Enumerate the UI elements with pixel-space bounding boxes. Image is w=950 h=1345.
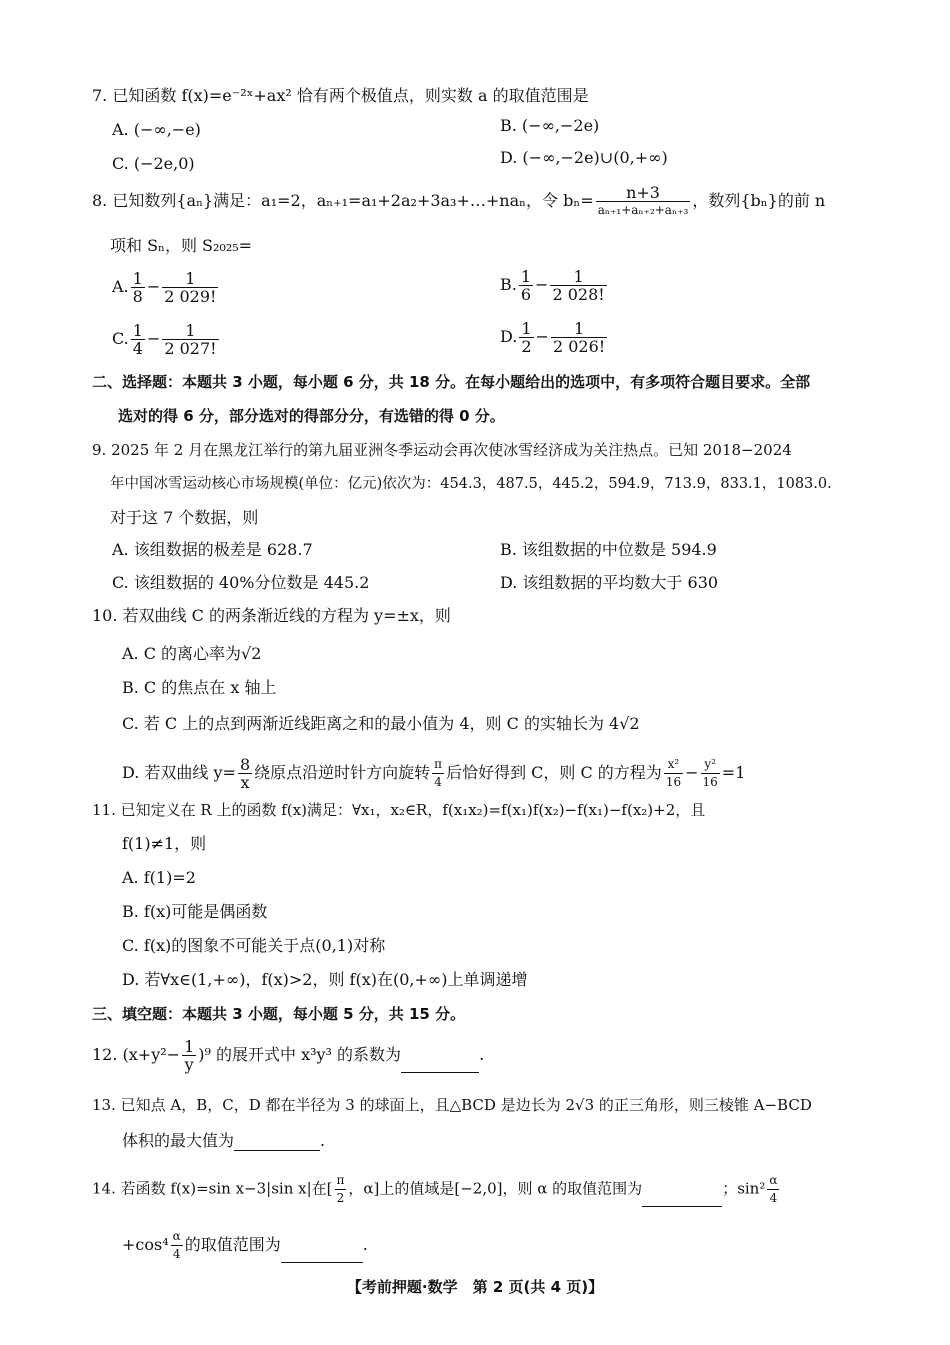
q10-d-op: − bbox=[685, 763, 699, 782]
q8-d-f1d: 2 bbox=[521, 337, 532, 356]
q12-fn: 1 bbox=[184, 1037, 195, 1056]
q10-d-f1d: x bbox=[240, 773, 250, 792]
q9-option-d: D. 该组数据的平均数大于 630 bbox=[500, 573, 719, 592]
q8-a-label: A. bbox=[112, 277, 129, 296]
q8-stem-post: ，数列{bₙ}的前 n bbox=[692, 191, 826, 210]
q7-option-b: B. (−∞,−2e) bbox=[500, 116, 600, 135]
q7-option-d: D. (−∞,−2e)∪(0,+∞) bbox=[500, 148, 668, 167]
q12-pre: 12. (x+y²− bbox=[92, 1045, 181, 1064]
q10-d-mid: 绕原点沿逆时针方向旋转 bbox=[254, 763, 431, 782]
q14-frac1 bbox=[335, 1172, 347, 1207]
q11-option-b: B. f(x)可能是偶函数 bbox=[122, 902, 268, 921]
q14-f3n: α bbox=[171, 1228, 183, 1246]
q8-a-frac2 bbox=[162, 270, 218, 305]
q13-answer-blank[interactable] bbox=[234, 1134, 320, 1151]
q14-answer-blank-2[interactable] bbox=[281, 1246, 363, 1263]
q13-pre: 体积的最大值为 bbox=[122, 1131, 235, 1150]
q8-d-frac2 bbox=[551, 320, 607, 355]
q8-option-c bbox=[112, 322, 221, 357]
q10-d-f4n: y² bbox=[701, 756, 720, 774]
q14-fd: 2 bbox=[336, 1191, 345, 1205]
q12-end: . bbox=[479, 1045, 485, 1064]
q10-d-f3d: 16 bbox=[665, 775, 682, 789]
q10-d-mid2: 后恰好得到 C，则 C 的方程为 bbox=[446, 763, 662, 782]
q8-d-f1n: 1 bbox=[521, 319, 532, 338]
q10-d-frac4 bbox=[701, 756, 720, 791]
q10-option-b: B. C 的焦点在 x 轴上 bbox=[122, 678, 277, 697]
q14-answer-blank-1[interactable] bbox=[642, 1190, 722, 1207]
q10-option-c: C. 若 C 上的点到两渐近线距离之和的最小值为 4，则 C 的实轴长为 4√2 bbox=[122, 714, 640, 733]
q14-f3d: 4 bbox=[172, 1247, 181, 1261]
q14-frac3 bbox=[171, 1228, 183, 1263]
q8-d-label: D. bbox=[500, 327, 518, 346]
q10-option-a: A. C 的离心率为√2 bbox=[122, 644, 262, 663]
q8-a-frac1 bbox=[131, 270, 145, 305]
q13-end: . bbox=[320, 1131, 326, 1150]
q8-a-f2n: 1 bbox=[162, 270, 218, 288]
q14-line2-pre: +cos⁴ bbox=[122, 1235, 169, 1254]
q8-c-op: − bbox=[146, 329, 161, 348]
q14-mid: ，α]上的值域是[−2,0]，则 α 的取值范围为 bbox=[348, 1179, 643, 1198]
q8-b-fraction bbox=[596, 184, 691, 219]
q10-option-d bbox=[122, 756, 745, 791]
q8-stem bbox=[92, 184, 825, 219]
q8-a-f1n: 1 bbox=[132, 269, 143, 288]
q14-line1 bbox=[92, 1172, 781, 1207]
q10-stem: 10. 若双曲线 C 的两条渐近线的方程为 y=±x，则 bbox=[92, 606, 451, 625]
q8-stem-pre: 8. 已知数列{aₙ}满足：a₁=2，aₙ₊₁=a₁+2a₂+3a₃+…+naₙ，令 bₙ= bbox=[92, 191, 594, 210]
q8-c-frac1 bbox=[131, 322, 145, 357]
q8-b-f2n: 1 bbox=[550, 268, 606, 286]
q8-d-frac1 bbox=[519, 320, 533, 355]
q7-option-c: C. (−2e,0) bbox=[112, 154, 195, 173]
q14-f2d: 4 bbox=[769, 1191, 778, 1205]
q8-d-f2n: 1 bbox=[551, 320, 607, 338]
q12-answer-blank[interactable] bbox=[401, 1056, 479, 1073]
q8-frac-num: n+3 bbox=[596, 184, 691, 202]
q8-c-f1d: 4 bbox=[132, 339, 143, 358]
q8-stem-line2: 项和 Sₙ，则 S₂₀₂₅= bbox=[110, 236, 253, 255]
q9-line3: 对于这 7 个数据，则 bbox=[110, 508, 259, 527]
q12-frac bbox=[182, 1038, 196, 1073]
q14-line2 bbox=[122, 1228, 368, 1263]
q10-d-f2n: π bbox=[432, 756, 444, 774]
q8-frac-den: aₙ₊₁+aₙ₊₂+aₙ₊₃ bbox=[597, 203, 689, 217]
q10-d-f2d: 4 bbox=[434, 775, 442, 789]
q14-line2-mid: 的取值范围为 bbox=[184, 1235, 281, 1254]
q10-d-pre: D. 若双曲线 y= bbox=[122, 763, 236, 782]
q14-fn: π bbox=[335, 1172, 347, 1190]
q8-c-f1n: 1 bbox=[132, 321, 143, 340]
q11-option-a: A. f(1)=2 bbox=[122, 868, 196, 887]
q10-d-post: =1 bbox=[721, 763, 746, 782]
q9-line2: 年中国冰雪运动核心市场规模(单位：亿元)依次为：454.3，487.5，445.2，594.9，713.9，833.1，1083.0. bbox=[110, 476, 832, 492]
q8-c-f2n: 1 bbox=[162, 322, 218, 340]
section2-heading: 二、选择题：本题共 3 小题，每小题 6 分，共 18 分。在每小题给出的选项中，有多项符合题目要求。全部 bbox=[92, 373, 811, 391]
q14-frac2 bbox=[767, 1172, 779, 1207]
q7-option-a: A. (−∞,−e) bbox=[112, 120, 201, 139]
q8-a-f2d: 2 029! bbox=[164, 287, 217, 306]
q8-option-a bbox=[112, 270, 220, 305]
q8-d-op: − bbox=[535, 327, 549, 346]
q8-d-f2d: 2 026! bbox=[552, 337, 606, 356]
q10-d-f4d: 16 bbox=[702, 775, 718, 789]
q10-d-frac1 bbox=[238, 756, 252, 791]
q8-option-b bbox=[500, 268, 609, 303]
q8-a-f1d: 8 bbox=[132, 287, 143, 306]
q8-b-f1n: 1 bbox=[520, 267, 532, 286]
q13-line2 bbox=[122, 1131, 325, 1151]
q12-fd: y bbox=[184, 1055, 194, 1074]
q9-option-b: B. 该组数据的中位数是 594.9 bbox=[500, 540, 717, 559]
q9-option-a: A. 该组数据的极差是 628.7 bbox=[112, 540, 313, 559]
q12-post: )⁹ 的展开式中 x³y³ 的系数为 bbox=[198, 1045, 402, 1064]
q8-b-f1d: 6 bbox=[520, 285, 532, 304]
q8-c-label: C. bbox=[112, 329, 129, 348]
q8-b-label: B. bbox=[500, 275, 517, 294]
q7-stem: 7. 已知函数 f(x)=e⁻²ˣ+ax² 恰有两个极值点，则实数 a 的取值范围是 bbox=[92, 86, 589, 105]
q10-d-frac2 bbox=[432, 756, 444, 791]
q14-pre: 14. 若函数 f(x)=sin x−3|sin x|在[ bbox=[92, 1179, 333, 1198]
q14-f2n: α bbox=[767, 1172, 779, 1190]
q10-d-f1n: 8 bbox=[239, 755, 251, 774]
q11-option-d: D. 若∀x∈(1,+∞)，f(x)>2，则 f(x)在(0,+∞)上单调递增 bbox=[122, 970, 528, 989]
q14-line2-end: . bbox=[362, 1235, 368, 1254]
q11-line2: f(1)≠1，则 bbox=[122, 834, 207, 853]
q8-b-op: − bbox=[535, 275, 549, 294]
section3-heading: 三、填空题：本题共 3 小题，每小题 5 分，共 15 分。 bbox=[92, 1005, 466, 1023]
q14-mid2: ；sin² bbox=[722, 1179, 766, 1198]
q11-line1: 11. 已知定义在 R 上的函数 f(x)满足：∀x₁，x₂∈R，f(x₁x₂)=f(x₁)f(x₂)−f(x₁)−f(x₂)+2，且 bbox=[92, 801, 706, 819]
q8-option-d bbox=[500, 320, 609, 355]
q8-b-frac1 bbox=[519, 268, 533, 303]
page-footer: 【考前押题·数学 第 2 页(共 4 页)】 bbox=[346, 1278, 604, 1296]
q11-option-c: C. f(x)的图象不可能关于点(0,1)对称 bbox=[122, 936, 386, 955]
q12-stem bbox=[92, 1038, 484, 1073]
q8-c-frac2 bbox=[162, 322, 218, 357]
q8-c-f2d: 2 027! bbox=[164, 339, 217, 358]
q13-line1: 13. 已知点 A，B，C，D 都在半径为 3 的球面上，且△BCD 是边长为 2√3 的正三角形，则三棱锥 A−BCD bbox=[92, 1096, 812, 1114]
q9-line1: 9. 2025 年 2 月在黑龙江举行的第九届亚洲冬季运动会再次使冰雪经济成为关注热点。已知 2018−2024 bbox=[92, 441, 792, 459]
q10-d-f3n: x² bbox=[664, 756, 683, 774]
q9-option-c: C. 该组数据的 40%分位数是 445.2 bbox=[112, 573, 370, 592]
section2-heading-line2: 选对的得 6 分，部分选对的得部分分，有选错的得 0 分。 bbox=[118, 407, 505, 425]
q8-b-f2d: 2 028! bbox=[552, 285, 605, 304]
q8-b-frac2 bbox=[550, 268, 606, 303]
q10-d-frac3 bbox=[664, 756, 683, 791]
q8-a-op: − bbox=[146, 277, 161, 296]
